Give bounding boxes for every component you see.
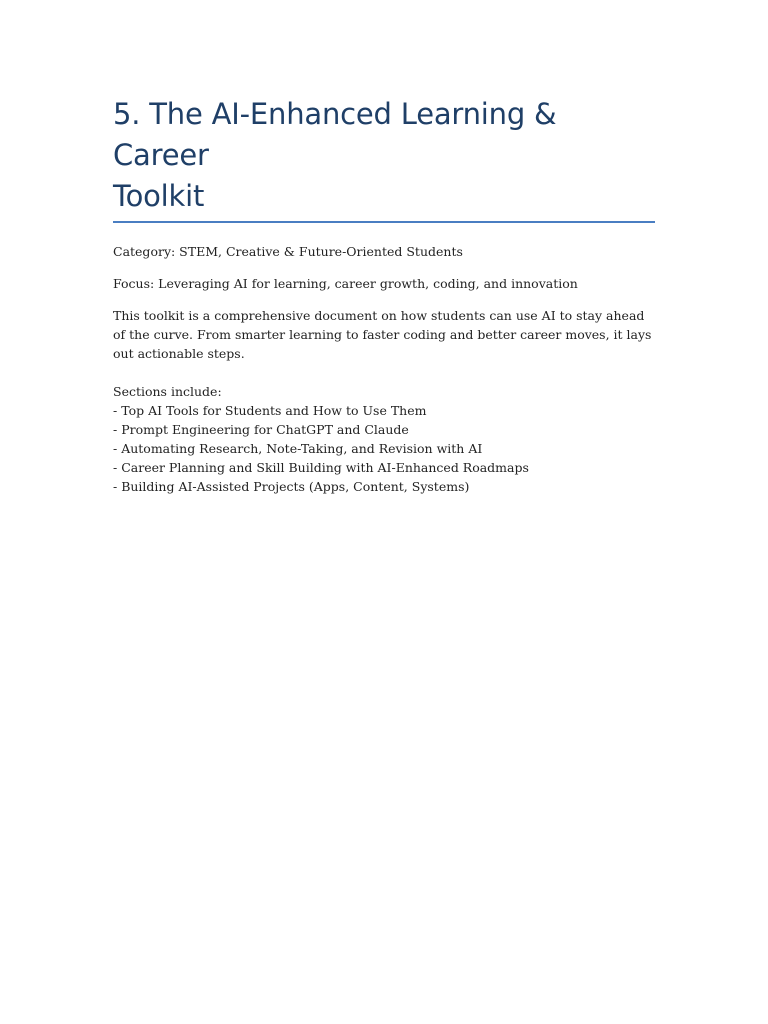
- category-line: Category: STEM, Creative & Future-Oriented Students: [113, 244, 463, 259]
- document-title: [113, 94, 658, 217]
- document-title-line-1: 5. The AI-Enhanced Learning & Career: [113, 97, 557, 172]
- section-item: - Building AI-Assisted Projects (Apps, Content, Systems): [113, 479, 470, 494]
- sections-block: [113, 382, 658, 496]
- section-item: - Prompt Engineering for ChatGPT and Claude: [113, 422, 409, 437]
- description-paragraph: This toolkit is a comprehensive document on how students can use AI to stay ahead of the curve. From smarter learning to faster coding and better career moves, it lays out actionable steps.: [113, 308, 652, 361]
- section-item: - Top AI Tools for Students and How to Use Them: [113, 403, 427, 418]
- document-content: [113, 94, 658, 496]
- title-underline-rule: [113, 221, 655, 223]
- section-item: - Career Planning and Skill Building with AI-Enhanced Roadmaps: [113, 460, 529, 475]
- document-body: [113, 242, 658, 496]
- sections-list: [113, 401, 658, 496]
- sections-heading: Sections include:: [113, 384, 222, 399]
- section-item: - Automating Research, Note-Taking, and Revision with AI: [113, 441, 483, 456]
- focus-line: Focus: Leveraging AI for learning, career growth, coding, and innovation: [113, 276, 578, 291]
- document-title-line-2: Toolkit: [113, 179, 205, 213]
